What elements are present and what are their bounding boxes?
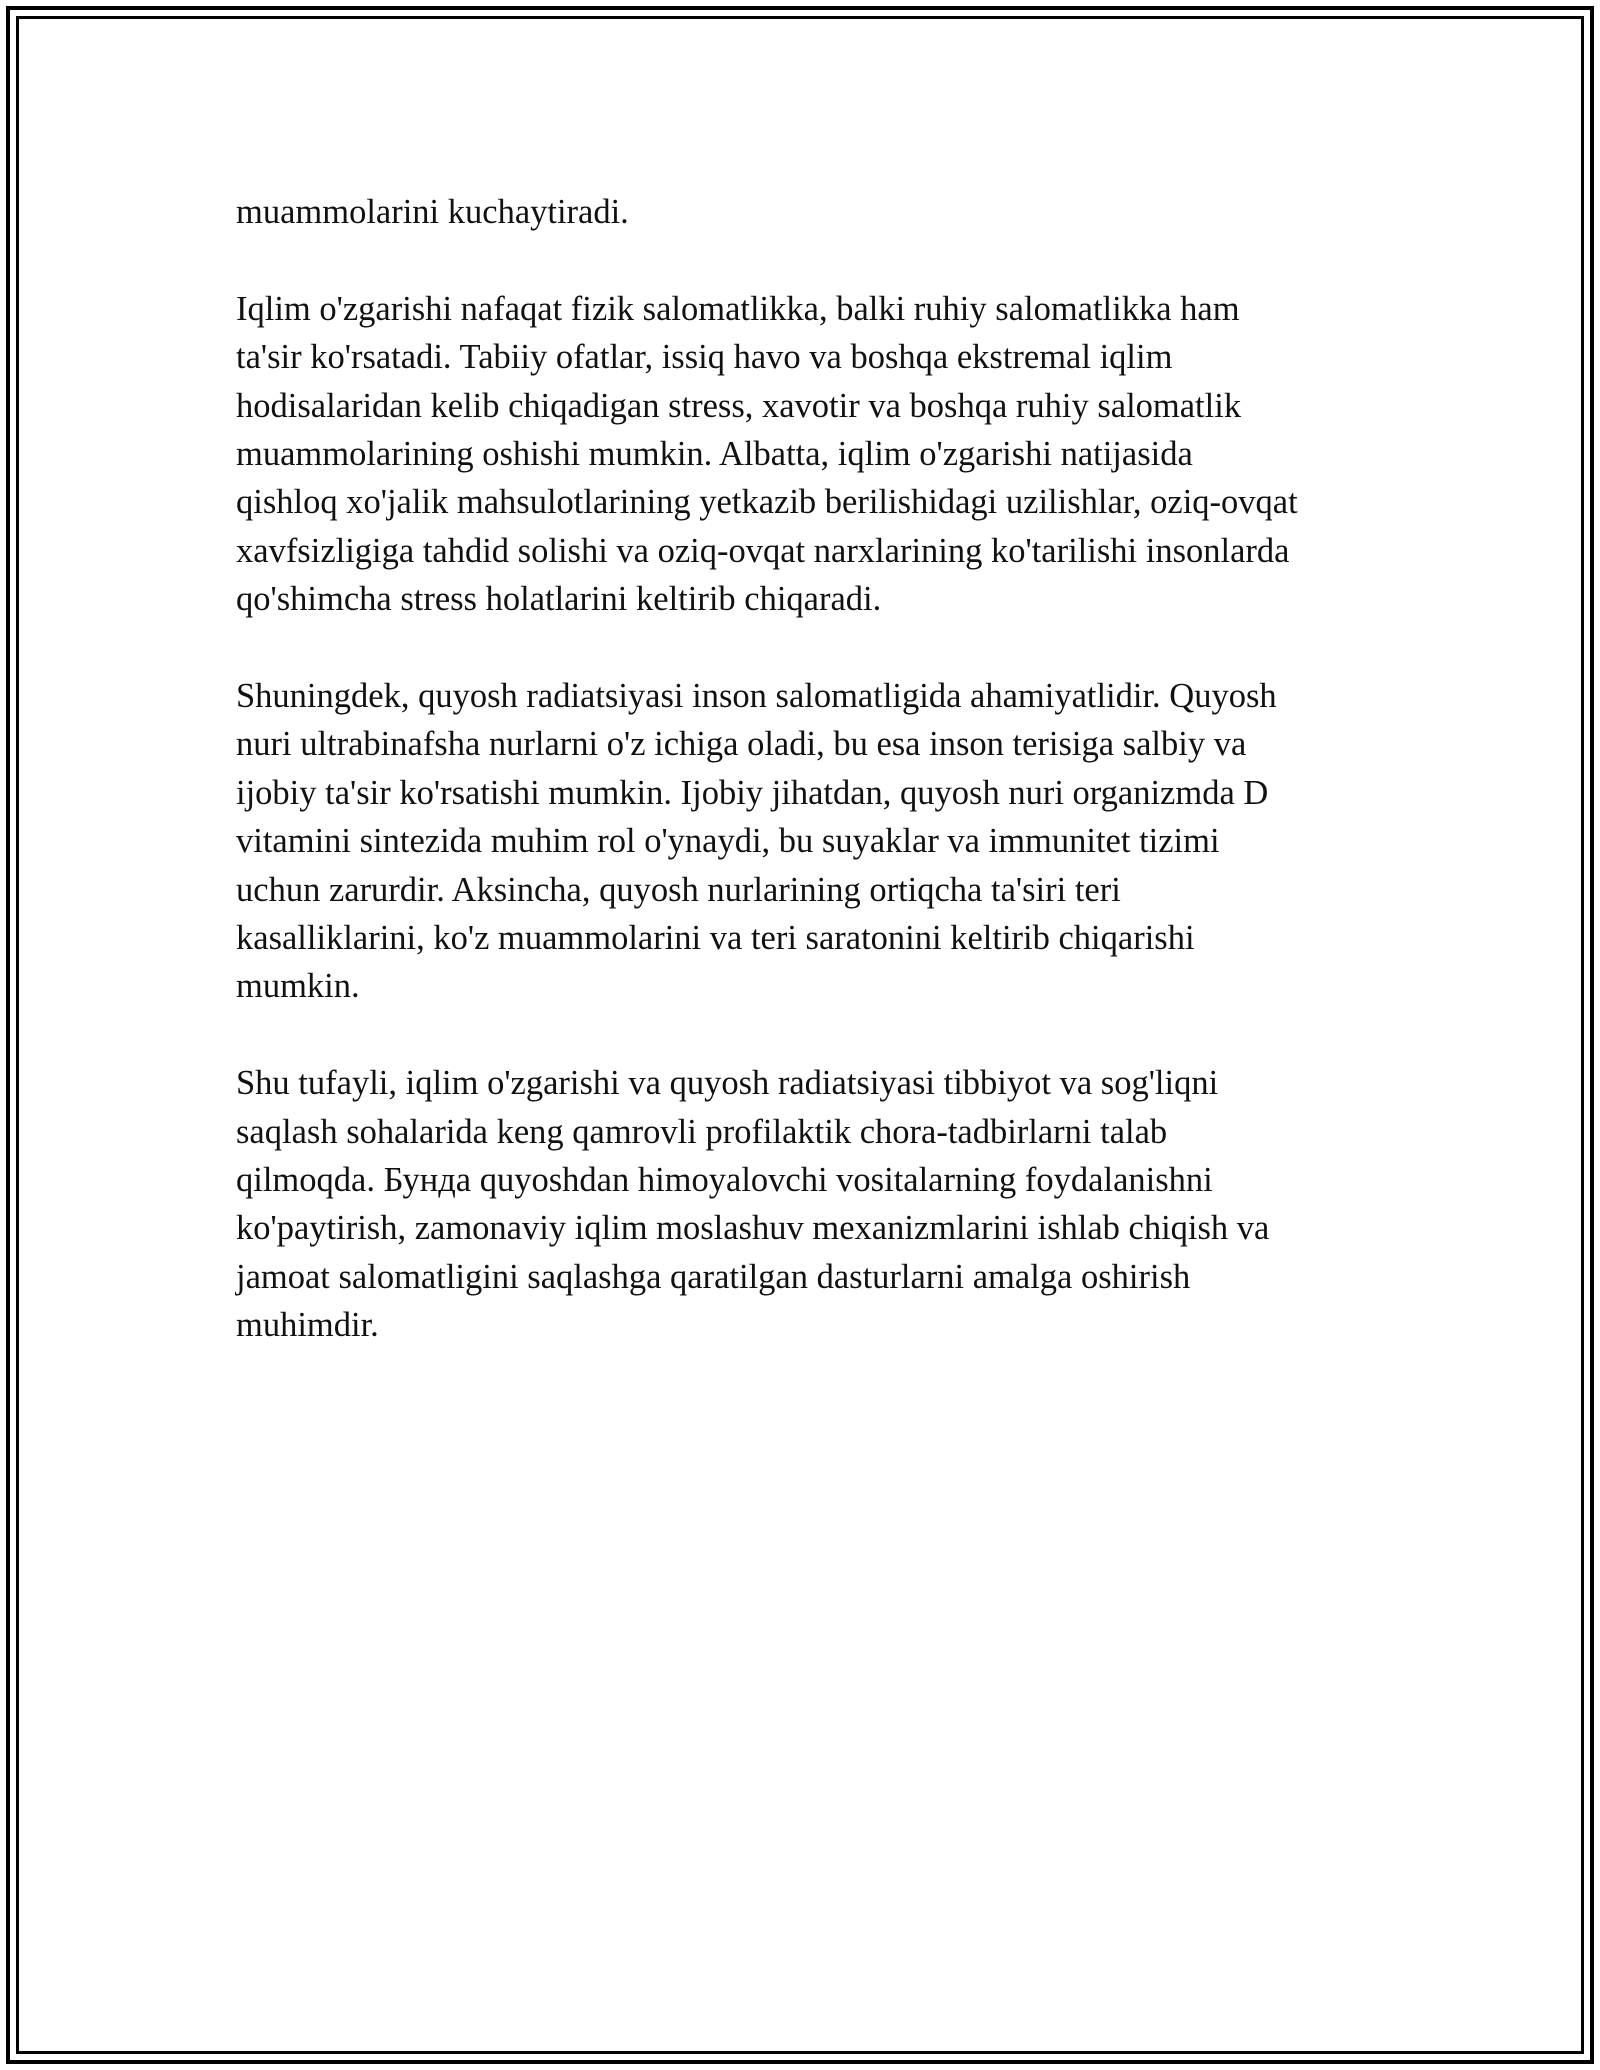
paragraph-solar-radiation: Shuningdek, quyosh radiatsiyasi inson salomatligida ahamiyatlidir. Quyosh nuri ultrabinafsha nurlarni o'z ichiga oladi, bu esa inson terisiga salbiy va ijobiy ta'sir ko'rsatishi mumkin. Ijobiy jihatdan, quyosh nuri organizmda D vitamini sintezida muhim rol o'ynaydi, bu suyaklar va immunitet tizimi uchun zarurdir. Aksincha, quyosh nurlarining ortiqcha ta'siri teri kasalliklarini, ko'z muammolarini va teri saratonini keltirib chiqarishi mumkin. [236,677,1277,1006]
paragraph-climate-mental-health: Iqlim o'zgarishi nafaqat fizik salomatlikka, balki ruhiy salomatlikka ham ta'sir ko'rsatadi. Tabiiy ofatlar, issiq havo va boshqa ekstremal iqlim hodisalaridan kelib chiqadigan stress, xavotir va boshqa ruhiy salomatlik muammolarining oshishi mumkin. Albatta, iqlim o'zgarishi natijasida qishloq xo'jalik mahsulotlarining yetkazib berilishidagi uzilishlar, oziq-ovqat xavfsizligiga tahdid solishi va oziq-ovqat narxlarining ko'tarilishi insonlarda qo'shimcha stress holatlarini keltirib chiqaradi. [236,289,1298,619]
document-body [236,188,1386,1398]
paragraph-conclusion: Shu tufayli, iqlim o'zgarishi va quyosh radiatsiyasi tibbiyot va sog'liqni saqlash sohalarida keng qamrovli profilaktik chora-tadbirlarni talab qilmoqda. Бунда quyoshdan himoyalovchi vositalarning foydalanishni ko'paytirish, zamonaviy iqlim moslashuv mexanizmlarini ishlab chiqish va jamoat salomatligini saqlashga qaratilgan dasturlarni amalga oshirish muhimdir. [236,1064,1270,1345]
paragraph-continuation: muammolarini kuchaytiradi. [236,193,629,231]
